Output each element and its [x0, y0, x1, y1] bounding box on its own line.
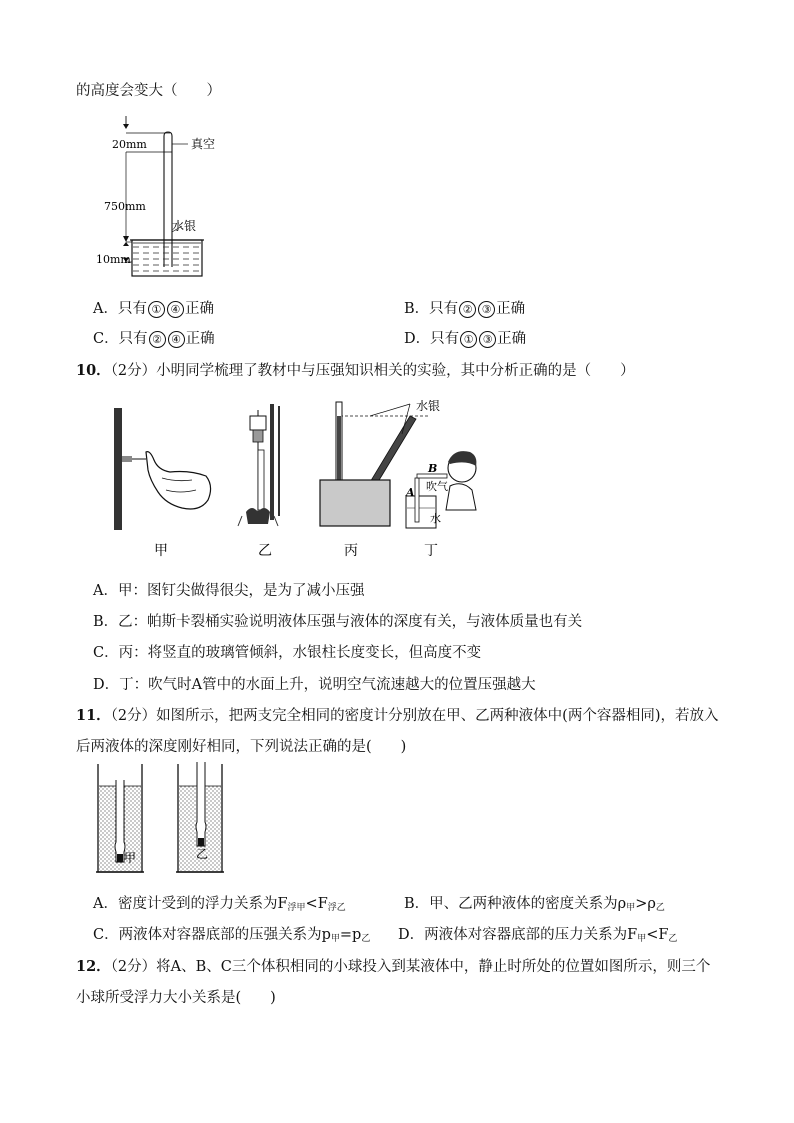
label-mercury: 水银	[172, 219, 197, 233]
label-blow: 吹气	[426, 480, 448, 493]
q9-stem-tail: 的高度会变大（ ）	[76, 83, 221, 99]
label-20mm: 20mm	[112, 138, 147, 151]
q12-stem-line2: 小球所受浮力大小关系是( )	[76, 990, 276, 1006]
label-A: A	[406, 486, 415, 499]
caption-jia: 甲	[154, 543, 168, 559]
label-mercury-bing: 水银	[416, 400, 441, 413]
q9-option-a[interactable]: A．只有 ① ④ 正确	[93, 301, 214, 317]
caption-yi: 乙	[258, 543, 272, 559]
q10-option-a[interactable]: A．甲：图钉尖做得很尖，是为了减小压强	[93, 583, 365, 599]
caption-ding: 丁	[424, 543, 438, 559]
q9-option-b[interactable]: B．只有 ② ③ 正确	[404, 301, 526, 317]
q11-option-b[interactable]: B．甲、乙两种液体的密度关系为$\rho_甲>\rho_乙$	[404, 896, 665, 913]
q9-option-d[interactable]: D．只有 ① ③ 正确	[404, 331, 527, 347]
q11-stem-line2: 后两液体的深度刚好相同，下列说法正确的是( )	[76, 739, 407, 755]
label-liquid-jia: 甲	[124, 851, 137, 865]
q10-option-d[interactable]: D．丁：吹气时A管中的水面上升，说明空气流速越大的位置压强越大	[93, 677, 536, 693]
q11-option-a[interactable]: A．密度计受到的浮力关系为$F_{浮甲}<F_{浮乙}$	[93, 896, 346, 913]
q10-option-c[interactable]: C．丙：将竖直的玻璃管倾斜，水银柱长度变长，但高度不变	[93, 645, 482, 661]
label-750mm: 750mm	[104, 200, 146, 213]
q11-hydrometer-figure	[92, 762, 242, 877]
label-vacuum: 真空	[191, 137, 216, 151]
label-B: B	[428, 462, 438, 475]
label-water: 水	[430, 512, 441, 525]
label-liquid-yi: 乙	[196, 847, 209, 861]
label-10mm: 10mm	[96, 253, 131, 266]
q11-option-c[interactable]: C．两液体对容器底部的压强关系为$p_甲=p_乙$	[93, 927, 371, 944]
q10-option-b[interactable]: B．乙：帕斯卡裂桶实验说明液体压强与液体的深度有关，与液体质量也有关	[93, 614, 583, 630]
caption-bing: 丙	[344, 543, 358, 559]
q11-option-d[interactable]: D．两液体对容器底部的压力关系为$F_甲<F_乙$	[398, 927, 678, 944]
q10-figure	[110, 400, 500, 570]
q11-stem-line1: 11．（2分）如图所示，把两支完全相同的密度计分别放在甲、乙两种液体中(两个容器相同)，若放入	[76, 707, 719, 724]
q9-torricelli-figure	[92, 112, 222, 282]
q12-stem-line1: 12．（2分）将A、B、C三个体积相同的小球投入到某液体中，静止时所处的位置如图所示，则三个	[76, 958, 711, 975]
q9-option-c[interactable]: C．只有 ② ④ 正确	[93, 331, 215, 347]
q10-stem: 10．（2分）小明同学梳理了教材中与压强知识相关的实验，其中分析正确的是（ ）	[76, 362, 635, 379]
